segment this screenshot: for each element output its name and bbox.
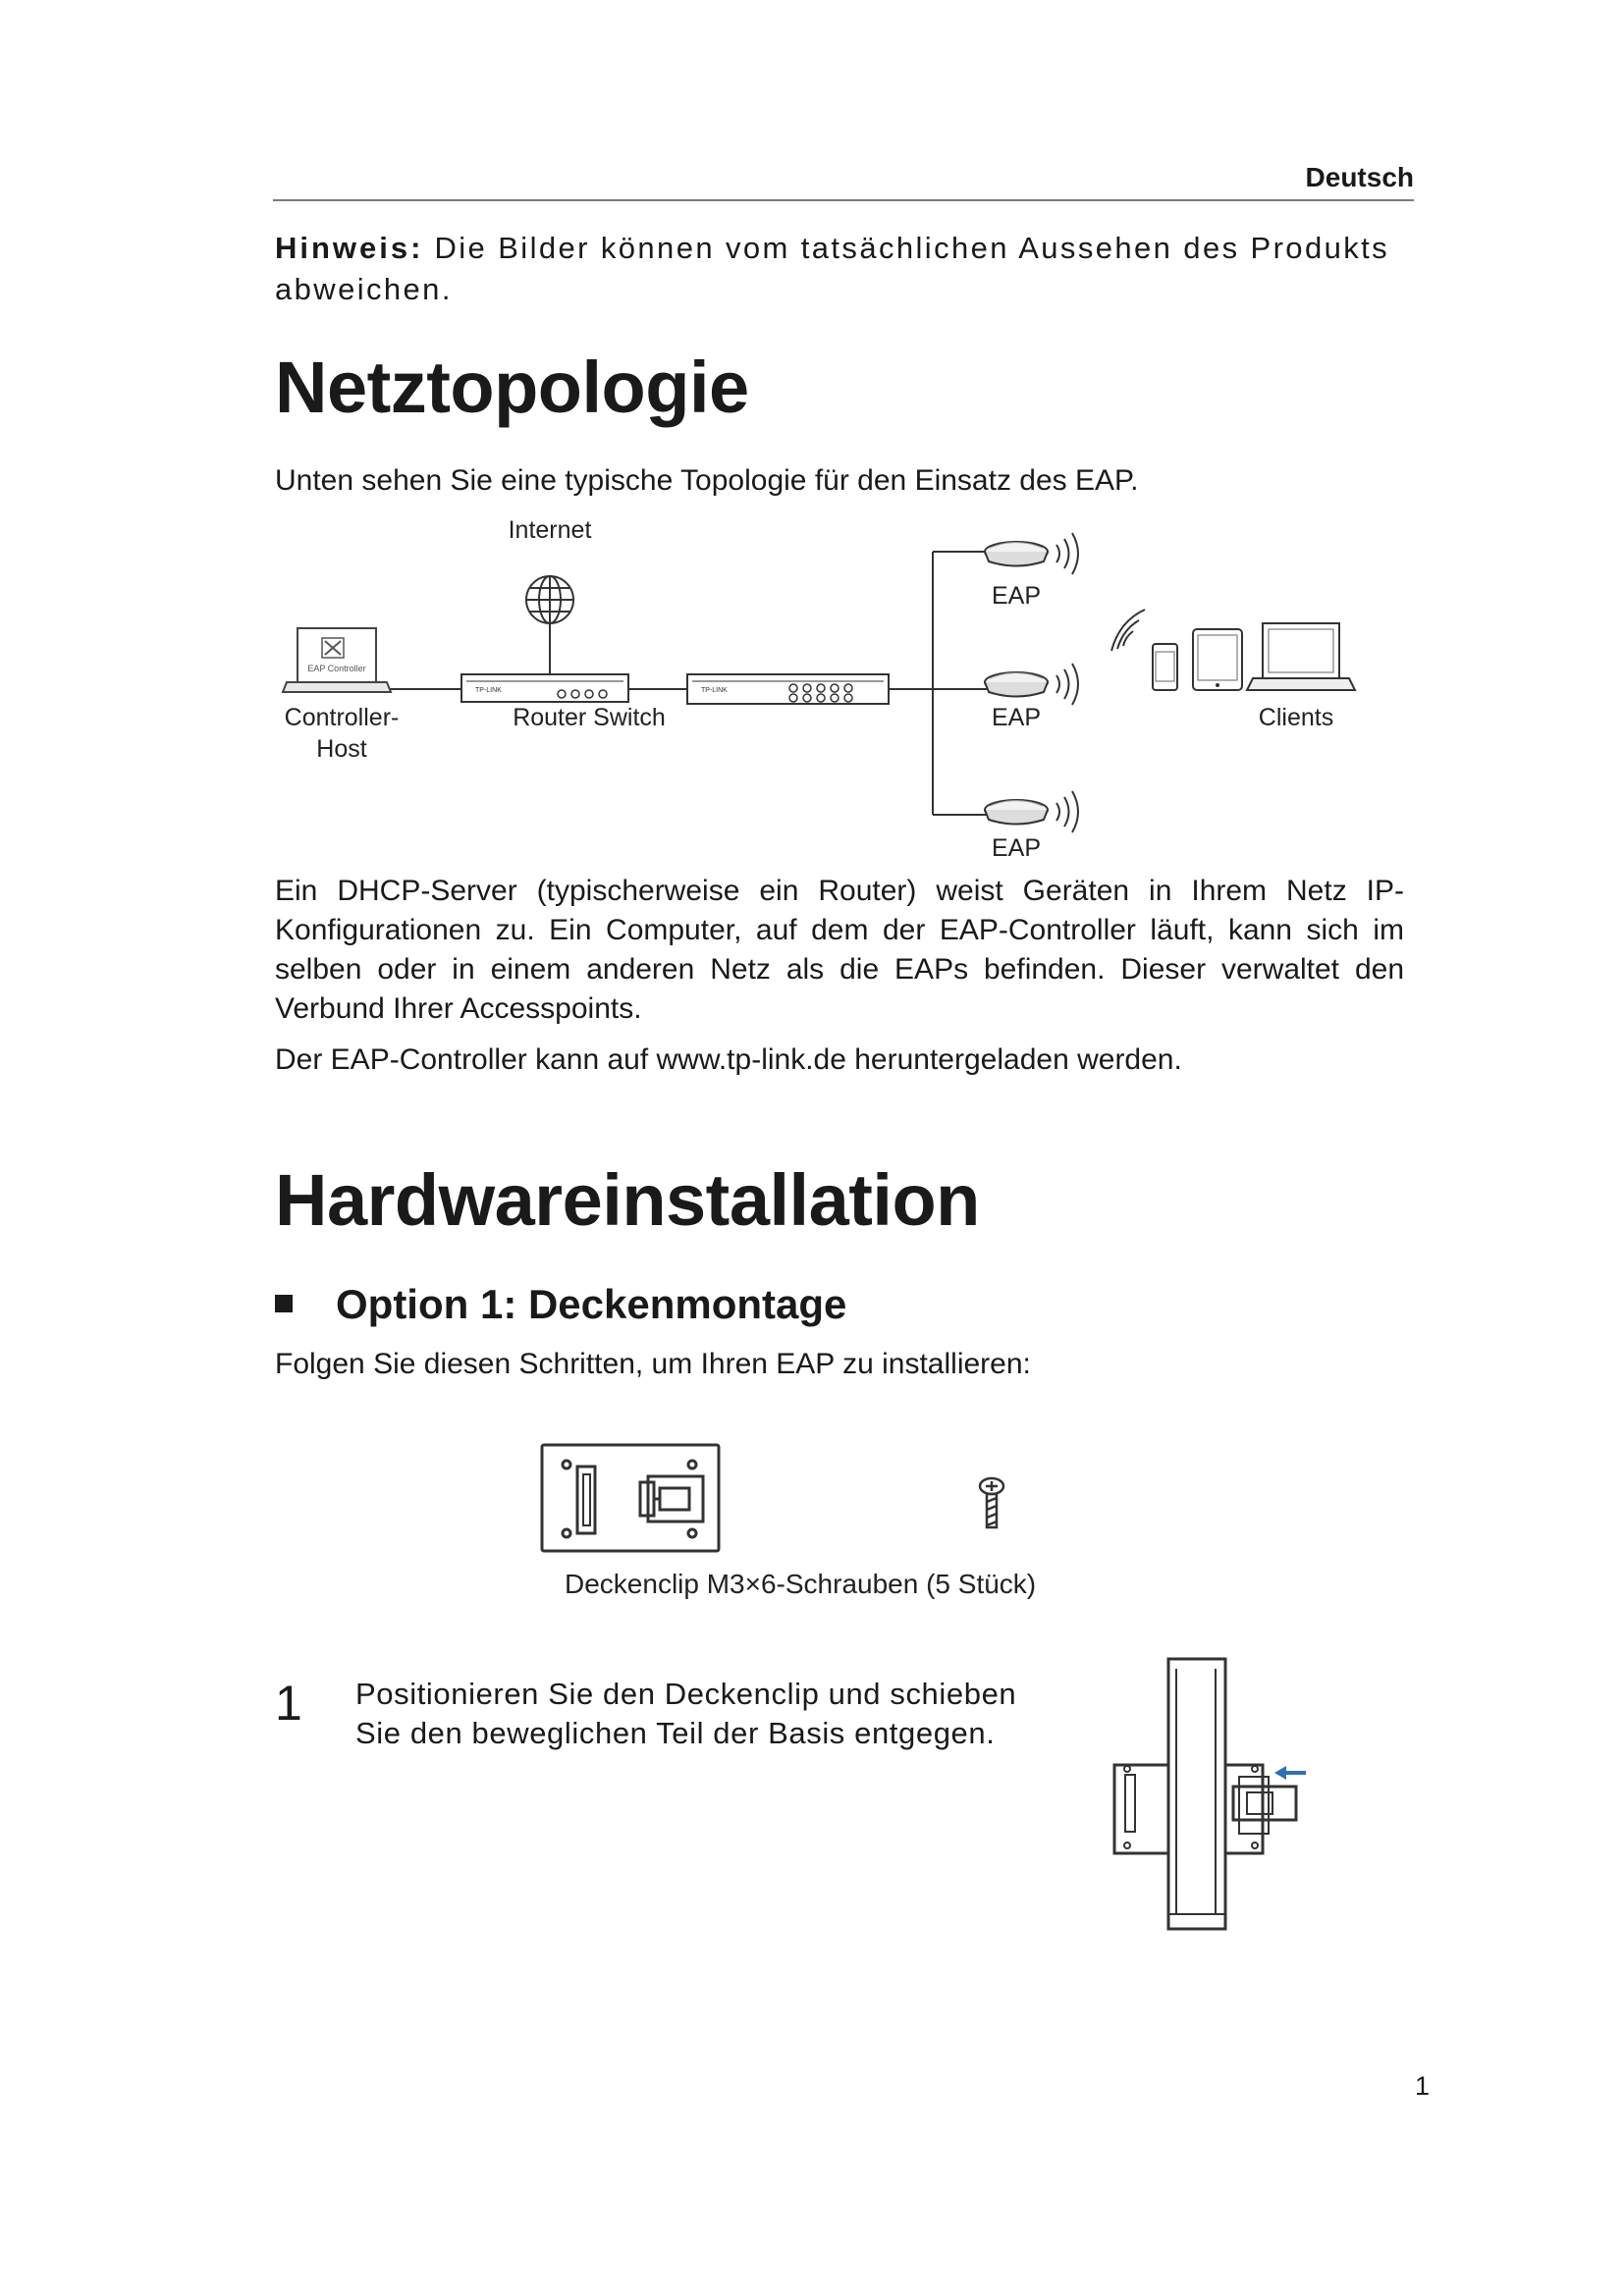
step-number: 1 bbox=[275, 1676, 302, 1731]
eap-label: EAP bbox=[991, 704, 1042, 731]
left-arrow-icon bbox=[1274, 1766, 1306, 1780]
controller-download-paragraph: Der EAP-Controller kann auf www.tp-link.de heruntergeladen werden. bbox=[275, 1043, 1182, 1076]
installation-intro: Folgen Sie diesen Schritten, um Ihren EAP zu installieren: bbox=[275, 1348, 1031, 1380]
client-wifi-icon bbox=[1111, 610, 1145, 651]
header-rule bbox=[273, 199, 1414, 201]
topology-diagram bbox=[265, 506, 1424, 879]
bullet-square-icon bbox=[275, 1295, 293, 1312]
controller-screen-label: EAP Controller bbox=[307, 664, 366, 673]
section-title-hardware: Hardwareinstallation bbox=[275, 1159, 980, 1241]
topology-paragraph: Ein DHCP-Server (typischerweise ein Router) weist Geräten in Ihrem Netz IP-Konfigurationen zu. Ein Computer, auf dem der EAP-Controller läuft, kann sich im selben oder in einem anderen Netz als die EAPs befinden. Dieser verwaltet den Verbund Ihrer Accesspoints. bbox=[275, 875, 1404, 1025]
globe-icon bbox=[526, 576, 573, 623]
step1-illustration bbox=[1100, 1649, 1355, 1944]
controller-host-label-line1: Controller- bbox=[284, 704, 400, 731]
note-text: Die Bilder können vom tatsächlichen Aussehen des Produkts abweichen. bbox=[275, 231, 1390, 306]
controller-laptop-icon bbox=[283, 628, 391, 692]
option-heading bbox=[275, 1281, 846, 1328]
step-text: Positionieren Sie den Deckenclip und schieben Sie den beweglichen Teil der Basis entgegen. bbox=[355, 1677, 1017, 1750]
router-switch-label: Router Switch bbox=[513, 704, 666, 731]
router-brand-label: TP-LINK bbox=[475, 687, 502, 694]
eap-icon bbox=[985, 542, 1048, 566]
section-title-topology: Netztopologie bbox=[275, 347, 749, 428]
wifi-signal-icon bbox=[1056, 664, 1078, 705]
wifi-signal-icon bbox=[1056, 791, 1078, 832]
option-title: Option 1: Deckenmontage bbox=[336, 1281, 847, 1327]
internet-label: Internet bbox=[508, 516, 592, 544]
parts-caption: Deckenclip M3×6-Schrauben (5 Stück) bbox=[565, 1569, 1037, 1599]
topology-intro: Unten sehen Sie eine typische Topologie für den Einsatz des EAP. bbox=[275, 464, 1139, 497]
switch-brand-label: TP-LINK bbox=[701, 687, 728, 694]
client-laptop-icon bbox=[1247, 623, 1355, 690]
screw-icon bbox=[980, 1478, 1003, 1527]
controller-host-label-line2: Host bbox=[316, 735, 367, 763]
smartphone-icon bbox=[1153, 644, 1177, 690]
eap-icon bbox=[985, 800, 1048, 825]
eap-label: EAP bbox=[991, 834, 1042, 862]
tablet-icon bbox=[1193, 629, 1242, 690]
page-number: 1 bbox=[1414, 2071, 1430, 2101]
parts-illustration bbox=[530, 1423, 1041, 1561]
eap-icon bbox=[985, 672, 1048, 697]
note-paragraph bbox=[275, 228, 1416, 310]
language-label: Deutsch bbox=[1305, 162, 1414, 192]
ceiling-clip-icon bbox=[542, 1445, 719, 1551]
eap-label: EAP bbox=[991, 582, 1042, 610]
wifi-signal-icon bbox=[1056, 533, 1078, 574]
clients-label: Clients bbox=[1258, 704, 1334, 731]
note-label: Hinweis: bbox=[275, 231, 424, 265]
